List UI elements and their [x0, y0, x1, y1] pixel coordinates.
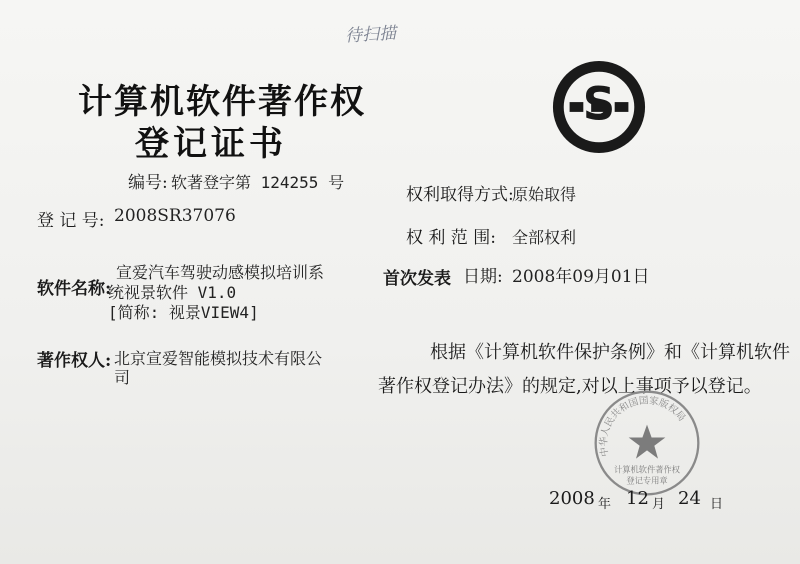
- certificate-title-line1: 计算机软件著作权: [78, 82, 366, 122]
- certificate-title-line2: 登记证书: [135, 124, 287, 164]
- copyright-owner-line2: 司: [114, 368, 131, 387]
- software-name-line1: 宣爱汽车驾驶动感模拟培训系: [116, 263, 325, 282]
- first-publication-label-prefix: 首次发表: [383, 269, 451, 289]
- issue-date-year: 2008: [549, 488, 595, 509]
- copyright-owner-line1: 北京宣爱智能模拟技术有限公: [114, 349, 323, 368]
- first-publication-label-suffix: 日期:: [463, 267, 503, 287]
- issue-date-day: 24: [678, 488, 701, 509]
- issue-date-month: 12: [626, 488, 649, 509]
- rights-scope-value: 全部权利: [512, 228, 577, 247]
- software-name-label: 软件名称:: [37, 279, 112, 299]
- rights-acquisition-label: 权利取得方式:: [406, 185, 514, 205]
- seal-ring-text: 中华人民共和国国家版权局: [598, 395, 688, 458]
- certificate-no-label: 编号:: [128, 173, 168, 193]
- issue-date-month-unit: 月: [652, 497, 666, 512]
- official-seal-stamp: [592, 388, 702, 498]
- issue-date-day-unit: 日: [710, 497, 724, 512]
- statement-line2: 著作权登记办法》的规定,对以上事项予以登记。: [378, 376, 762, 397]
- statement-line1: 根据《计算机软件保护条例》和《计算机软件: [430, 342, 790, 363]
- registration-no-label: 登 记 号:: [37, 211, 105, 231]
- svg-text:S: S: [582, 77, 616, 131]
- handwritten-note: 待扫描: [344, 23, 397, 47]
- software-name-short: [简称: 视景VIEW4]: [108, 303, 259, 322]
- copyright-owner-label: 著作权人:: [37, 351, 112, 371]
- copyright-emblem-logo: [550, 58, 648, 156]
- seal-inner-line2: 登记专用章: [626, 475, 668, 486]
- seal-star-icon: [629, 425, 666, 459]
- registration-no-value: 2008SR37076: [114, 206, 236, 226]
- rights-scope-label: 权 利 范 围:: [406, 228, 496, 248]
- first-publication-value: 2008年09月01日: [512, 267, 650, 287]
- software-name-line2: 统视景软件 V1.0: [108, 283, 237, 302]
- seal-inner-line1: 计算机软件著作权: [614, 464, 680, 475]
- issue-date-year-unit: 年: [598, 497, 612, 512]
- certificate-no-value: 软著登字第 124255 号: [171, 173, 345, 192]
- rights-acquisition-value: 原始取得: [512, 185, 577, 204]
